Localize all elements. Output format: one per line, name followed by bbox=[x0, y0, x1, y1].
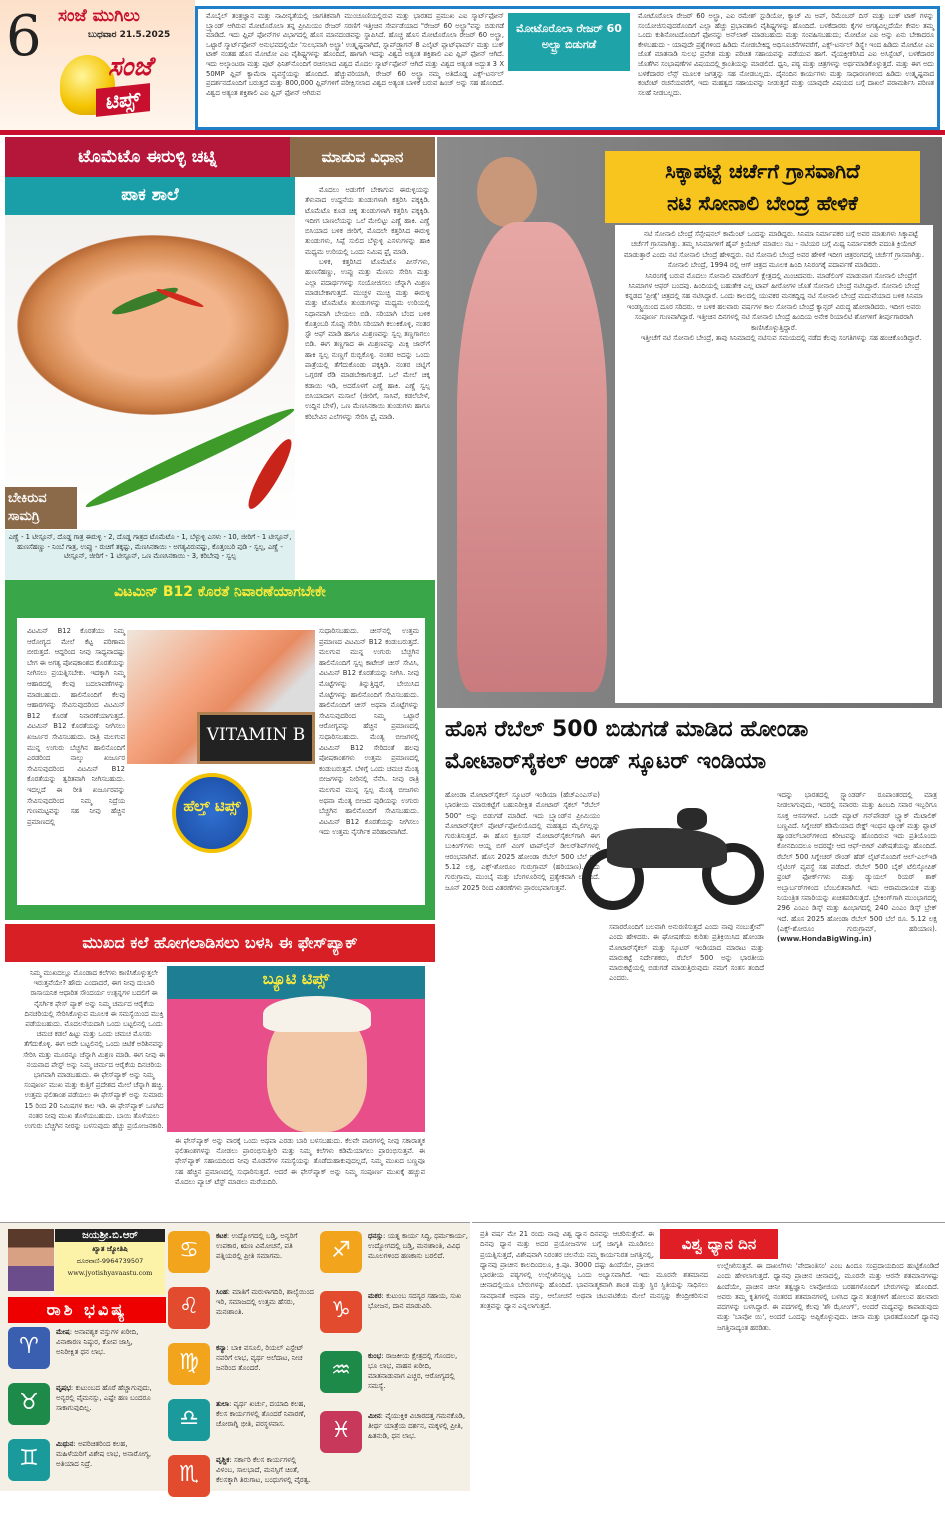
scorpio-icon: ♏ bbox=[168, 1455, 210, 1497]
horoscope-text: ತುಲಾ: ವ್ಯರ್ಥ ಖರ್ಚು, ದಯಾದಿ ಕಲಹ, ಕೆಲಸ ಕಾರ್ಯಗಳಲ್ಲಿ ತೊಂದರೆ ನಿವಾರಣೆ, ಚೋರಾಗ್ನಿ ಭೀತಿ, ಪರಸ್ಥಳವಾಸ. bbox=[216, 1400, 306, 1428]
gemini-icon: ♊ bbox=[8, 1439, 50, 1481]
vitamin-title: ವಿಟಮಿನ್ B12 ಕೊರತೆ ನಿವಾರಣೆಯಾಗಬೇಕೇ bbox=[114, 584, 326, 600]
method-label: ಮಾಡುವ ವಿಧಾನ bbox=[290, 137, 435, 177]
honda-body-col3 bbox=[777, 790, 937, 944]
horoscope-item bbox=[168, 1287, 318, 1347]
capricorn-icon: ♑ bbox=[320, 1291, 362, 1333]
horoscope-item bbox=[8, 1439, 158, 1499]
vitamin-sign: VITAMIN B bbox=[197, 712, 315, 764]
sagittarius-icon: ♐ bbox=[320, 1231, 362, 1273]
honda-body-col2: ಸವಾರರೊಂದಿಗೆ ಬಲವಾಗಿ ಅನುರಣಿಸುತ್ತದೆ ಎಂದು ನಾವು ನಂಬುತ್ತೇವೆ" ಎಂದು ಹೇಳಿದರು. ಈ ಘೋಷಣೆಯ ಕುರಿತು ಪ್ರತಿಕ್ರಿಯಿಸಿದ ಹೋಂಡಾ ಮೋಟಾರ್‌ಸೈಕಲ್ ಮತ್ತು ಸ್ಕೂಟರ್ ಇಂಡಿಯಾದ ಮಾರಾಟ ಮತ್ತು ಮಾರುಕಟ್ಟೆ ನಿರ್ದೇಶಕರು, ರೆಬೆಲ್ 500 ಅನ್ನು ಭಾರತೀಯ ಮಾರುಕಟ್ಟೆಯಲ್ಲಿ ಬಿಡುಗಡೆ ಮಾಡುತ್ತಿರುವುದು ನಮಗೆ ಸಂತಸ ತಂದಿದೆ ಎಂದರು. bbox=[609, 923, 764, 983]
sign-name: ಸಿಂಹ bbox=[216, 1288, 228, 1296]
horoscope-text: ಧನಸ್ಸು: ಯತ್ನ ಕಾರ್ಯ ಸಿದ್ಧಿ, ಧರ್ಮಕಾರ್ಯ, ಉದ್ಯೋಗದಲ್ಲಿ ಬಡ್ತಿ, ಮನಃಶಾಂತಿ, ವಿವಿಧ ಮೂಲಗಳಿಂದ ಹಣಕಾಸು ಬರಲಿದೆ. bbox=[368, 1232, 469, 1260]
sign-prediction: ಕುಟುಂಬ ಸದಸ್ಯರ ಸಹಾಯ, ಸುಖ ಭೋಜನ, ದಾನ ಮಾಡುವಿರಿ. bbox=[368, 1292, 462, 1310]
honda-title-line1: ಹೊಸ ರೆಬೆಲ್ 500 ಬಿಡುಗಡೆ ಮಾಡಿದ ಹೋಂಡಾ bbox=[445, 717, 809, 742]
taurus-icon: ♉ bbox=[8, 1383, 50, 1425]
sign-prediction: ವ್ಯರ್ಥ ಖರ್ಚು, ದಯಾದಿ ಕಲಹ, ಕೆಲಸ ಕಾರ್ಯಗಳಲ್ಲಿ ತೊಂದರೆ ನಿವಾರಣೆ, ಚೋರಾಗ್ನಿ ಭೀತಿ, ಪರಸ್ಥಳವಾಸ. bbox=[216, 1400, 306, 1428]
motorcycle-photo bbox=[567, 788, 767, 918]
sonali-paragraph: ಇತ್ತೀಚೆಗೆ ನಟಿ ಸೋನಾಲಿ ಬೇಂದ್ರೆ, ತಾವು ಸಿನಿಮಾದಲ್ಲಿ ನಟಿಸುವ ಸಮಯದಲ್ಲಿ ನಡೆದ ಕೆಲವು ಸಂಗತಿಗಳನ್ನು ಸಹ ಹಂಚಿಕೊಂಡಿದ್ದಾರೆ. bbox=[640, 334, 922, 343]
sign-prediction: ಸರ್ಕಾರಿ ಕೆಲಸ ಕಾರ್ಯಗಳಲ್ಲಿ ವಿಳಂಬ, ಸಾಲಭಾದೆ, ಮನಸ್ಸಿಗೆ ಚಿಂತೆ, ಕೆಲಸಕ್ಕಾಗಿ ತಿರುಗಾಟ, ಬಂಧುಗಳಲ್ಲಿ ವೈರತ್ವ. bbox=[216, 1456, 311, 1484]
recipe-title: ಟೊಮೆಟೊ ಈರುಳ್ಳಿ ಚಟ್ನಿ bbox=[5, 137, 290, 177]
horoscope-item bbox=[8, 1327, 158, 1387]
cancer-icon: ♋ bbox=[168, 1231, 210, 1273]
issue-date: ಬುಧವಾರ 21.5.2025 bbox=[88, 30, 171, 40]
sign-name: ಧನಸ್ಸು bbox=[368, 1232, 384, 1240]
meditation-title: ವಿಶ್ವ ಧ್ಯಾನ ದಿನ bbox=[660, 1229, 778, 1259]
horoscope-text: ಕುಂಭ: ರಾಜಕೀಯ ಕ್ಷೇತ್ರದಲ್ಲಿ ಗೊಂದಲ, ಭೂ ಲಾಭ, ವಾಹನ ಖರೀದಿ, ಮಾತನಾಡುವಾಗ ಎಚ್ಚರ, ಆರೋಗ್ಯದಲ್ಲಿ ಸಮಸ್ಯೆ. bbox=[368, 1352, 458, 1390]
meditation-article bbox=[472, 1222, 945, 1491]
horoscope-title: ರಾಶಿ ಭವಿಷ್ಯ bbox=[8, 1297, 166, 1323]
horoscope-item bbox=[320, 1231, 470, 1291]
sign-prediction: ವೈಯುಕ್ತಿಕ ವಿಚಾರದತ್ತ ಗಮನಕೊಡಿ, ತೀರ್ಥ ಯಾತ್ರೆಯ ದರ್ಶನ, ಮಕ್ಕಳಲ್ಲಿ ಪ್ರೀತಿ, ಹಿತನುಡಿ, ಧನ ಲಾಭ. bbox=[368, 1412, 466, 1440]
sign-prediction: ಯತ್ನ ಕಾರ್ಯ ಸಿದ್ಧಿ, ಧರ್ಮಕಾರ್ಯ, ಉದ್ಯೋಗದಲ್ಲಿ ಬಡ್ತಿ, ಮನಃಶಾಂತಿ, ವಿವಿಧ ಮೂಲಗಳಿಂದ ಹಣಕಾಸು ಬರಲಿದೆ. bbox=[368, 1232, 469, 1260]
vitamin-body-right: ಸುಧಾರಿಸಬಹುದು. ಚೀಸ್‌ನಲ್ಲಿ ಉತ್ತಮ ಪ್ರಮಾಣದ ವಿಟಮಿನ್ B12 ಕಂಡುಬರುತ್ತದೆ. ಮಲಗುವ ಮುನ್ನ ಉಗುರು ಬೆಚ್ಚಗಿನ ಹಾಲಿನೊಂದಿಗೆ ಸ್ವಲ್ಪ ಕಾಟೇಜ್ ಚೀಸ್ ಸೇವಿಸಿ, ವಿಟಮಿನ್ B12 ಕೊರತೆಯನ್ನು ನೀಗಿಸಿ. ನೀವು ಮೊಟ್ಟೆಗಳನ್ನು ತಿನ್ನುತ್ತಿದ್ದರೆ, ಬೇಯಿಸಿದ ಮೊಟ್ಟೆಗಳನ್ನು ಹಾಲಿನೊಂದಿಗೆ ಸೇವಿಸಬಹುದು. ಹಾಲಿನೊಂದಿಗೆ ಚೀಸ್ ಅಥವಾ ಮೊಟ್ಟೆಗಳನ್ನು ಸೇವಿಸುವುದರಿಂದ ನಿಮ್ಮ ಒಟ್ಟಾರೆ ಆರೋಗ್ಯವನ್ನು ಹೆಚ್ಚಿನ ಪ್ರಮಾಣದಲ್ಲಿ ಸುಧಾರಿಸಬಹುದು. ಮೆಂತ್ಯ ಬೀಜಗಳಲ್ಲಿ ವಿಟಮಿನ್ B12 ಸೇರಿದಂತೆ ಹಲವು ಪೋಷಕಾಂಶಗಳು ಉತ್ತಮ ಪ್ರಮಾಣದಲ್ಲಿ ಕಂಡುಬರುತ್ತವೆ. ಬೆಳಿಗ್ಗೆ ಒಂದು ಚಮಚ ಮೆಂತ್ಯ ಬೀಜಗಳನ್ನು ನೀರಿನಲ್ಲಿ ನೆನೆಸಿ. ನೀವು ರಾತ್ರಿ ಮಲಗುವ ಮುನ್ನ ಸ್ವಲ್ಪ ಮೆಂತ್ಯ ಬೀಜಗಳು ಅಥವಾ ಮೆಂತ್ಯ ಬೀಜದ ಪುಡಿಯನ್ನು ಉಗುರು ಬೆಚ್ಚಗಿನ ಹಾಲಿನೊಂದಿಗೆ ಸೇವಿಸಬಹುದು. ವಿಟಮಿನ್ B12 ಕೊರತೆಯನ್ನು ನೀಗಿಸಲು ಇದು ಉತ್ತಮ ನೈಸರ್ಗಿಕ ಪರಿಹಾರವಾಗಿದೆ. bbox=[319, 627, 419, 837]
facepack-title: ಮುಖದ ಕಲೆ ಹೋಗಲಾಡಿಸಲು ಬಳಸಿ ಈ ಫೇಸ್‌ಪ್ಯಾಕ್ bbox=[5, 924, 435, 962]
sign-prediction: ಮಾತಿಗೆ ಮರುಳಾಗದಿರಿ, ಶಾಲ್ಯೆಯಿಂದ ಇರಿ, ಸಮಾಜದಲ್ಲಿ ಉತ್ತಮ ಹೆಸರು, ಮನಃಶಾಂತಿ. bbox=[216, 1288, 314, 1316]
horoscope-text: ಸಿಂಹ: ಮಾತಿಗೆ ಮರುಳಾಗದಿರಿ, ಶಾಲ್ಯೆಯಿಂದ ಇರಿ, ಸಮಾಜದಲ್ಲಿ ಉತ್ತಮ ಹೆಸರು, ಮನಃಶಾಂತಿ. bbox=[216, 1288, 314, 1316]
horoscope-item bbox=[320, 1291, 470, 1351]
horoscope-text: ವೃಶ್ಚಿಕ: ಸರ್ಕಾರಿ ಕೆಲಸ ಕಾರ್ಯಗಳಲ್ಲಿ ವಿಳಂಬ, ಸಾಲಭಾದೆ, ಮನಸ್ಸಿಗೆ ಚಿಂತೆ, ಕೆಲಸಕ್ಕಾಗಿ ತಿರುಗಾಟ, ಬಂಧುಗಳಲ್ಲಿ ವೈರತ್ವ. bbox=[216, 1456, 311, 1484]
vitamin-body-left: ವಿಟಮಿನ್ B12 ಕೊರತೆಯು ನಿಮ್ಮ ಆರೋಗ್ಯದ ಮೇಲೆ ಕೆಟ್ಟ ಪರಿಣಾಮ ಬೀರುತ್ತದೆ. ಆದ್ದರಿಂದ ನೀವು ಸಾಧ್ಯವಾದಷ್ಟು ಬೇಗ ಈ ಅಗತ್ಯ ಪೋಷಕಾಂಶದ ಕೊರತೆಯನ್ನು ನೀಗಿಸಲು ಪ್ರಯತ್ನಿಸಬೇಕು. ಇದಕ್ಕಾಗಿ ನಿಮ್ಮ ಆಹಾರದಲ್ಲಿ ಕೆಲವು ಬದಲಾವಣೆಗಳನ್ನು ಮಾಡಬಹುದು. ಹಾಲಿನೊಂದಿಗೆ ಕೆಲವು ಆಹಾರಗಳನ್ನು ಸೇವಿಸುವುದರಿಂದ ವಿಟಮಿನ್ B12 ಕೊರತೆ ನಿವಾರಣೆಯಾಗುತ್ತದೆ. ವಿಟಮಿನ್ B12 ಕೊರತೆಯನ್ನು ನೀಗಿಸಲು ಖರ್ಜೂರ ಸೇವಿಸಬಹುದು. ರಾತ್ರಿ ಮಲಗುವ ಮುನ್ನ ಉಗುರು ಬೆಚ್ಚಗಿನ ಹಾಲಿನೊಂದಿಗೆ ಎರಡರಿಂದ ನಾಲ್ಕು ಖರ್ಜೂರ ಸೇವಿಸುವುದರಿಂದ ವಿಟಮಿನ್ B12 ಕೊರತೆಯನ್ನು ತ್ವರಿತವಾಗಿ ನೀಗಿಸಬಹುದು. ಇದಲ್ಲದೆ ಈ ರೀತಿ ಖರ್ಜೂರವನ್ನು ಸೇವಿಸುವುದರಿಂದ ನಿಮ್ಮ ನಿದ್ರೆಯ ಗುಣಮಟ್ಟವನ್ನು ಸಹ ನೀವು ಹೆಚ್ಚಿನ ಪ್ರಮಾಣದಲ್ಲಿ bbox=[27, 627, 125, 826]
horoscope-item bbox=[168, 1455, 318, 1515]
sign-prediction: ಅನಾವಶ್ಯಕ ವಸ್ತುಗಳ ಖರೀದಿ, ವಿನಾಕಾರಣ ನಿಷ್ಠುರ, ಕೋಪ ಜಾಸ್ತಿ, ಅನಿರೀಕ್ಷಿತ ಧನ ಲಾಭ. bbox=[56, 1328, 139, 1356]
honda-title-line2: ಮೋಟಾರ್‌ಸೈಕಲ್ ಆಂಡ್ ಸ್ಕೂಟರ್ ಇಂಡಿಯಾ bbox=[445, 749, 767, 774]
horoscope-text: ವೃಷಭ: ಕುಟುಂಬದ ಹೊರೆ ಹೆಚ್ಚಾಗುವುದು, ಅನ್ಯರಲ್ಲಿ ವೈಮನಸ್ಸು, ಎಷ್ಟೇ ಹಣ ಬಂದರೂ ಸಾಕಾಗುವುದಿಲ್ಲ. bbox=[56, 1384, 152, 1412]
facepack-body-left: ನಿಮ್ಮ ಮುಖದಲ್ಲೂ ಮೊಂಡಾದ ಕಲೆಗಳು ಕಾಣಿಸಿಕೊಳ್ಳುತ್ತಲೇ ಇರುತ್ತವೆಯೇ? ಹೌದು ಎಂದಾದರೆ, ಈಗ ನೀವು ದುಬಾರಿ ರಾಸಾಯನಿಕ ಆಧಾರಿತ ಸೌಂದರ್ಯ ಉತ್ಪನ್ನಗಳ ಬದಲಿಗೆ ಈ ನೈಸರ್ಗಿಕ ಫೇಸ್ ಪ್ಯಾಕ್ ಅನ್ನು ನಿಮ್ಮ ಚರ್ಮದ ಆರೈಕೆಯ ದಿನಚರಿಯಲ್ಲಿ ಸೇರಿಸಿಕೊಳ್ಳುವ ಮೂಲಕ ಈ ಸಮಸ್ಯೆಯಿಂದ ಮುಕ್ತಿ ಪಡೆಯಬಹುದು. ಮೊದಲನೆಯದಾಗಿ ಒಂದು ಬಟ್ಟಲಿನಲ್ಲಿ ಒಂದು ಚಮಚ ಕಡಲೆ ಹಿಟ್ಟು ಮತ್ತು ಒಂದು ಚಮಚ ಮೊಸರು ತೆಗೆದುಕೊಳ್ಳಿ. ಈಗ ಅದೇ ಬಟ್ಟಲಿನಲ್ಲಿ ಒಂದು ಚಿಟಿಕೆ ಅರಿಶಿನವನ್ನು ಸೇರಿಸಿ ಮತ್ತು ಮೂರನ್ನೂ ಚೆನ್ನಾಗಿ ಮಿಶ್ರಣ ಮಾಡಿ. ಈಗ ನೀವು ಈ ನಯವಾದ ಪೇಸ್ಟ್ ಅನ್ನು ನಿಮ್ಮ ಚರ್ಮದ ಆರೈಕೆಯ ದಿನಚರಿಯ ಭಾಗವಾಗಿ ಮಾಡಬಹುದು. ಈ ಫೇಸ್‌ಪ್ಯಾಕ್ ಅನ್ನು ನಿಮ್ಮ ಸಂಪೂರ್ಣ ಮುಖ ಮತ್ತು ಕುತ್ತಿಗೆ ಪ್ರದೇಶದ ಮೇಲೆ ಚೆನ್ನಾಗಿ ಹಚ್ಚಿ. ಉತ್ತಮ ಫಲಿತಾಂಶ ಪಡೆಯಲು ಈ ಫೇಸ್‌ಪ್ಯಾಕ್ ಅನ್ನು ಸುಮಾರು 15 ರಿಂದ 20 ನಿಮಿಷಗಳ ಕಾಲ ಇಡಿ. ಈ ಫೇಸ್‌ಪ್ಯಾಕ್ ಒಣಗಿದ ನಂತರ ನೀವು ಮುಖ ತೊಳೆಯಬಹುದು. ಬಾಯಿ ತೊಳೆಯಲು ಉಗುರು ಬೆಚ್ಚಗಿನ ನೀರನ್ನು ಬಳಸುವುದು ಹೆಚ್ಚು ಪ್ರಯೋಜನಕಾರಿ. bbox=[23, 969, 165, 1131]
section-title-line1: ಸಂಜೆ bbox=[108, 52, 152, 82]
astrologer-phone: ದೂರವಾಣಿ-9964739507 bbox=[76, 1257, 144, 1265]
masthead bbox=[0, 0, 195, 130]
sign-prediction: ಬಾಕಿ ವಸೂಲಿ, ರಿಯಲ್ ಎಸ್ಟೇಟ್ ನವರಿಗೆ ಲಾಭ, ವ್ಯರ್ಥ ಅಲೆದಾಟ, ನೀಚ ಜನರಿಂದ ತೊಂದರೆ. bbox=[216, 1344, 304, 1372]
horoscope-item bbox=[168, 1231, 318, 1291]
pisces-icon: ♓ bbox=[320, 1411, 362, 1453]
honda-body-col1: ಹೋಂಡಾ ಮೋಟಾರ್‌ಸೈಕಲ್ ಸ್ಕೂಟರ್ ಇಂಡಿಯಾ (ಹೆಚ್‌ಎಂಎಸ್‌ಐ) ಭಾರತೀಯ ಮಾರುಕಟ್ಟೆಗೆ ಬಹುನಿರೀಕ್ಷಿತ ಮೋಟಾರ್ ಸೈಕಲ್ "ರೆಬೆಲ್ 500" ಅನ್ನು ಬಿಡುಗಡೆ ಮಾಡಿದೆ. ಇದು ಬ್ರ್ಯಾಂಡ್‌ನ ಪ್ರೀಮಿಯಂ ಮೋಟಾರ್‌ಸೈಕಲ್ ಪೋರ್ಟ್‌ಫೋಲಿಯೊದಲ್ಲಿ ಮಹತ್ವದ ಮೈಲಿಗಲ್ಲನ್ನು ಗುರುತಿಸುತ್ತದೆ. ಈ ಹೊಸ ಕ್ರೂಸರ್ ಮೋಟಾರ್‌ಸೈಕಲ್‌ಗಾಗಿ ಈಗ ಬುಕಿಂಗ್‌ಗಳು ಆಯ್ದ ಬಿಗ್ ವಿಂಗ್ ಟಾಪ್‌ಲೈನ್ ಡೀಲರ್‌ಶಿಪ್‌ಗಳಲ್ಲಿ ಆರಂಭವಾಗಿವೆ. ಹೊಸ 2025 ಹೋಂಡಾ ರೆಬೆಲ್ 500 ಬೆಲೆ ರೂ. 5.12 ಲಕ್ಷ, ಎಕ್ಸ್-ಶೋರೂಂ ಗುರುಗ್ರಾಮ್ (ಹರಿಯಾಣ). ಇದು ಗುರುಗ್ರಾಮ, ಮುಂಬೈ ಮತ್ತು ಬೆಂಗಳೂರಿನಲ್ಲಿ ಪ್ರತ್ಯೇಕವಾಗಿ ಲಭ್ಯವಿದೆ. ಜೂನ್ 2025 ರಿಂದ ವಿತರಣೆಗಳು ಪ್ರಾರಂಭವಾಗುತ್ತವೆ. bbox=[445, 791, 600, 892]
honda-article bbox=[437, 710, 942, 1220]
virgo-icon: ♍ bbox=[168, 1343, 210, 1385]
libra-icon: ♎ bbox=[168, 1399, 210, 1441]
facepack-photo bbox=[167, 966, 425, 1132]
astrologer-title: ಖ್ಯಾತ ಜ್ಯೋತಿಷಿ bbox=[92, 1245, 128, 1253]
horoscope-item bbox=[168, 1399, 318, 1459]
sonali-article bbox=[437, 137, 942, 708]
horoscope-section bbox=[0, 1222, 470, 1491]
sign-name: ಕುಂಭ bbox=[368, 1352, 382, 1360]
motorola-body-col2: ಮೋಟೊರೊಲಾ ರೇಜರ್ 60 ಅಲ್ಟ್ರಾ, ಎಐ ರಮೇಶ್ ಸ್ಟುಡಿಯೋ, ಕ್ಯಾಚ್ ಮಿ ಅಪ್, ರಿಮೆಂಬರ್ ದಿಸ್ ಮತ್ತು ಬುಕ್ ಟಾಕ್ ಗಳನ್ನು ಸಂಯೋಜಿಸುವುದರೊಂದಿಗೆ ಎಲ್ಲಾ ಹೆಚ್ಚು ಪ್ರಭಾವಶಾಲಿ ವೈಶಿಷ್ಟ್ಯಗಳನ್ನು ಹೊಂದಿದೆ. ಬಳಕೆದಾರರು ಕೈಗಳ ಅಗತ್ಯವಿಲ್ಲದೆಯೇ ಕೇವಲ ತಮ್ಮ ಒಂದು ಕುಶಿನೋಟದೊಂದಿಗೆ ಫೋನನ್ನು ಅನ್‌ಲಾಕ್ ಮಾಡಬಹುದು ಮತ್ತು ಸಂವಹಿಸಬಹುದು; ಮೋಟೋ ಎಐ ಅನ್ನು ಏನು ಬೇಕಾದರೂ ಕೇಳಬಹುದು - ಯಾವುದೇ ಪ್ರಶ್ನೆಗಳಿಂದ ಹಿಡಿದು ನೋಡಬೇಕಿದ್ದ ಅಧಿಸೂಚನೆಗಳವರೆಗೆ, ಎಕ್ಸ್-ಟರ್ನಲ್ ಡಿಸ್ಪ್ಲೇ ಇಂದ ಹಿಡಿದು ಮೋಟೋ ಎಐ ಜೊತೆ ಮಾತನಾಡಿ ಸುಲಭ ಪ್ರವೇಶ ಮತ್ತು ಪರಿಚಿತ ಸಹಾಯವನ್ನು ಪಡೆಯುವ ಹಾಗೆ. ವೈಯಕ್ತೀಕರಿಸಿದ ಎಐ ಅಸಿಸ್ಟೆಂಟ್, ಬಳಕೆದಾರರ ಜೊತೆಗಿನ ಸಂಭಾಷಣೆಗಳ ವಿಷಯದಲ್ಲಿ ಕ್ರಾಂತಿಯನ್ನು ಮಾಡಲಿದೆ. ಧ್ವನಿ, ಪಠ್ಯ ಮತ್ತು ಚಿತ್ರಗಳನ್ನು ಅರ್ಥಮಾಡಿಕೊಳ್ಳುತ್ತದೆ. ಮತ್ತು ಈಗ ಅದು ಬಳಕೆದಾರರ ಲೆನ್ಸ್ ಮೂಲಕ ಜಗತ್ತನ್ನು ಸಹ ನೋಡಬಲ್ಲದು. ದೈನಂದಿನ ಕಾರ್ಯಗಳು ಮತ್ತು ಸಾಧಾರಣಗಳಿಂದ ಹಿಡಿದು ಉತ್ಕೃಷ್ಟವಾದ ಕಂಟೆಂಟ್ ರಚನೆಯವರೆಗೆ, ಇದು ಮಹತ್ವದ ಸಹಾಯವನ್ನು ನೀಡುತ್ತದೆ ಮತ್ತು ಯಾವುದೇ ವಿಷಯದ ಬಗ್ಗೆ ದಾಖಲೆ ಪರಾಮರ್ಶಿಸಿ ಪರಿಣತ ಸಲಹೆ ನೀಡಬಲ್ಲದು. bbox=[638, 12, 934, 97]
sonali-title bbox=[605, 151, 920, 223]
horoscope-text: ಮೀನ: ವೈಯುಕ್ತಿಕ ವಿಚಾರದತ್ತ ಗಮನಕೊಡಿ, ತೀರ್ಥ ಯಾತ್ರೆಯ ದರ್ಶನ, ಮಕ್ಕಳಲ್ಲಿ ಪ್ರೀತಿ, ಹಿತನುಡಿ, ಧನ ಲಾಭ. bbox=[368, 1412, 466, 1440]
meditation-body-col2: ಉಲ್ಲೇಖಿಸುತ್ತವೆ. ಈ ದಾಖಲೆಗಳು 'ವೇದಾಂತಿಸಂ' ಎಂಬ ಹಿಂದೂ ಸಂಪ್ರದಾಯದಿಂದ ಹುಟ್ಟಿಕೊಂಡಿದೆ ಎಂದು ಹೇಳಲಾಗುತ್ತದೆ. ಧ್ಯಾನವು ಪ್ರಾಚೀನ ಚೀನಾದಲ್ಲಿ, ಮೂರನೇ ಮತ್ತು ಆರನೇ ಶತಮಾನಗಳಷ್ಟು ಹಿಂದೆಯೇ, ಪ್ರಾಚೀನ ಚೀನೀ ತತ್ವಜ್ಞಾನಿ ಲಾವೋಜಿಯ ಬರಹಗಳೊಂದಿಗೆ ಬೇರುಗಳನ್ನು ಹೊಂದಿದೆ. ಅವರು ತಮ್ಮ ಕೃತಿಗಳಲ್ಲಿ ನಂತರದ ಶತಮಾನಗಳಲ್ಲಿ ಬಳಸಿದ ಧ್ಯಾನ ತಂತ್ರಗಳಿಗೆ ಹೋಲುವ ಹಲವಾರು ಪದಗಳನ್ನು ಬಳಸಿದ್ದಾರೆ. ಈ ಪದಗಳಲ್ಲಿ ಕೆಲವು 'ಶೌ ಝೋಂಗ್', ಅಂದರೆ ಮಧ್ಯವನ್ನು ಕಾಪಾಡುವುದು ಮತ್ತು 'ಬಾವೋ ಯಿ', ಅಂದರೆ ಒಂದನ್ನು ಅಪ್ಪಿಕೊಳ್ಳುವುದು. ಚೀನಾ ಮತ್ತು ಭಾರತದೊಂದಿಗೆ ಧ್ಯಾನವು ಜಗತ್ತಿನಾದ್ಯಂತ ಹರಡಿತು. bbox=[717, 1262, 939, 1332]
aquarius-icon: ♒ bbox=[320, 1351, 362, 1393]
horoscope-text: ಕನ್ಯಾ: ಬಾಕಿ ವಸೂಲಿ, ರಿಯಲ್ ಎಸ್ಟೇಟ್ ನವರಿಗೆ ಲಾಭ, ವ್ಯರ್ಥ ಅಲೆದಾಟ, ನೀಚ ಜನರಿಂದ ತೊಂದರೆ. bbox=[216, 1344, 304, 1372]
motorola-body-col1: ಮೊಬೈಲ್ ತಂತ್ರಜ್ಞಾನ ಮತ್ತು ನಾವೀನ್ಯತೆಯಲ್ಲಿ ಜಾಗತಿಕವಾಗಿ ಮುಂಚೂಣಿಯಲ್ಲಿರುವ ಮತ್ತು ಭಾರತದ ಪ್ರಮುಖ ಎಐ ಸ್ಮಾರ್ಟ್‌ಫೋನ್ ಬ್ರ್ಯಾಂಡ್ ಆಗಿರುವ ಮೋಟೊರೊಲಾ ತನ್ನ ಪ್ರೀಮಿಯಂ ರೇಜರ್ ಸರಣಿಗೆ ಇತ್ತೀಚಿನ ಸೇರ್ಪಡೆಯಾದ "ರೇಜರ್ 60 ಅಲ್ಟ್ರಾ"ವನ್ನು ಬಿಡುಗಡೆ ಮಾಡಿದೆ. ಇದು ಫ್ಲಿಪ್ ಫೋನ್‌ಗಳ ವಿಭಾಗದಲ್ಲಿ ಹೊಸ ಮಾನದಂಡವನ್ನು ಸ್ಥಾಪಿಸಿದೆ. ಹೊಚ್ಚ ಹೊಸ ಮೋಟೊರೊಲಾ ರೇಜರ್ 60 ಅಲ್ಟ್ರಾ, ಒಟ್ಟಾರೆ ಸ್ಮಾರ್ಟ್‌ಫೋನ್ ಅನುಭವದಲ್ಲಿಯೇ 'ಸುಲಭವಾಗಿ ಅಲ್ಟ್ರಾ' ಉತ್ಕೃಷ್ಟವಾಗಿದೆ, ಸ್ನಾಪ್‌ಡ್ರ್ಯಾಗನ್ 8 ಎಲೈಟ್ ಪ್ಲಾಟ್‌ಫಾರ್ಮ್ ಮತ್ತು ಬುಕ್ ಟಾಕ್ ನಂತಹ ಹೊಸ ಮೋಟೋ ಎಐ ವೈಶಿಷ್ಟ್ಯಗಳನ್ನು ಹೊಂದಿದೆ, ಹಾಗಾಗಿ ಇದನ್ನು ವಿಶ್ವದ ಅತ್ಯಂತ ಶಕ್ತಿಶಾಲಿ ಎಐ ಫ್ಲಿಪ್ ಫೋನ್ ಆಗಿದೆ. ಇದು ಅಲ್ಕಾಂಟರಾ ಮತ್ತು ಪುಟ್ ಫಿನಿಶ್‌ನೊಂದಿಗೆ ರಚಿಸಲಾದ ವಿಶ್ವದ ಮೊದಲ ಸ್ಮಾರ್ಟ್‌ಫೋನ್ ಆಗಿದೆ ಮತ್ತು ವಿಶ್ವದ ಅತ್ಯಂತ ಅದ್ಭುತ 3 X 50MP ಫ್ಲಿಪ್ ಕ್ಯಾಮೆರಾ ವ್ಯವಸ್ಥೆಯನ್ನು ಹೊಂದಿದೆ. ಹೆಚ್ಚುವರಿಯಾಗಿ, ರೇಜರ್ 60 ಅಲ್ಟ್ರಾ ನಮ್ಮ ಅತಿದೊಡ್ಡ ಎಕ್ಸ್-ಟರ್ನಲ್ ಪ್ರದರ್ಶನದೊಂದಿಗೆ ಬರುತ್ತದೆ ಮತ್ತು 800,000 ಫ್ಲಿಪ್‌ಗಳಿಗೆ ಪರೀಕ್ಷಿಸಲಾದ ವಿಶ್ವದ ಅತ್ಯಂತ ಬಾಳಿಕೆ ಬರುವ ಹಿಂಜ್ ಅನ್ನು ಸಹ ಹೊಂದಿದೆ. ವಿಶ್ವದ ಅತ್ಯಂತ ಶಕ್ತಿಶಾಲಿ ಎಐ ಫ್ಲಿಪ್ ಫೋನ್ ಆಗಿರುವ bbox=[206, 12, 504, 97]
astrologer-website[interactable]: www.jyotishyavaastu.com bbox=[67, 1269, 153, 1277]
leo-icon: ♌ bbox=[168, 1287, 210, 1329]
horoscope-text: ಮಿಥುನ: ಅಪರಿಚಿತರಿಂದ ಕಲಹ, ಮಹಿಳೆಯರಿಗೆ ವಿಶೇಷ ಲಾಭ, ಅನಾರೋಗ್ಯ, ಅತಿಯಾದ ನಿದ್ರೆ. bbox=[56, 1440, 152, 1468]
sign-name: ಮೀನ bbox=[368, 1412, 381, 1420]
sign-name: ಮೇಷ bbox=[56, 1328, 70, 1336]
beauty-tips-label: ಬ್ಯೂಟಿ ಟಿಪ್ಸ್ bbox=[262, 969, 330, 988]
honda-title bbox=[445, 714, 940, 778]
sign-name: ವೃಶ್ಚಿಕ bbox=[216, 1456, 230, 1464]
recipe-method bbox=[305, 185, 430, 422]
aries-icon: ♈ bbox=[8, 1327, 50, 1369]
horoscope-text: ಮೇಷ: ಅನಾವಶ್ಯಕ ವಸ್ತುಗಳ ಖರೀದಿ, ವಿನಾಕಾರಣ ನಿಷ್ಠುರ, ಕೋಪ ಜಾಸ್ತಿ, ಅನಿರೀಕ್ಷಿತ ಧನ ಲಾಭ. bbox=[56, 1328, 139, 1356]
sign-name: ಮಿಥುನ bbox=[56, 1440, 74, 1448]
sonali-title-line1: ಸಿಕ್ಕಾಪಟ್ಟೆ ಚರ್ಚೆಗೆ ಗ್ರಾಸವಾಗಿದೆ bbox=[665, 159, 860, 183]
sign-prediction: ಕುಟುಂಬದ ಹೊರೆ ಹೆಚ್ಚಾಗುವುದು, ಅನ್ಯರಲ್ಲಿ ವೈಮನಸ್ಸು, ಎಷ್ಟೇ ಹಣ ಬಂದರೂ ಸಾಕಾಗುವುದಿಲ್ಲ. bbox=[56, 1384, 152, 1412]
facepack-article bbox=[5, 922, 435, 1220]
chutney-photo bbox=[5, 215, 295, 530]
ingredients-label: ಬೇಕಿರುವ ಸಾಮಗ್ರಿ bbox=[5, 487, 77, 529]
vitamin-content bbox=[17, 618, 425, 905]
horoscope-text: ಕಟಕ: ಉದ್ಯೋಗದಲ್ಲಿ ಬಡ್ತಿ, ಅನ್ಯರಿಗೆ ಉಪಕಾರ, ಋಣ ವಿಮೋಚನೆ, ಪತಿ ಪತ್ನಿಯರಲ್ಲಿ ಪ್ರೀತಿ ಸಮಾಗಮ. bbox=[216, 1232, 298, 1260]
section-title-line2: ಟಿಪ್ಸ್ bbox=[96, 83, 150, 117]
sign-name: ಮಕರ bbox=[368, 1292, 382, 1300]
motorola-article bbox=[195, 6, 940, 130]
method-paragraph: ಮೊದಲು ಅಡುಗೆಗೆ ಬೇಕಾಗುವ ಈರುಳ್ಳಿಯನ್ನು ತೆಳುವಾದ ಉದ್ದನೆಯ ತುಂಡುಗಳಾಗಿ ಕತ್ತರಿಸಿ ಪಕ್ಕಕ್ಕಿಡಿ. ಟೊಮೆಟೊ ಕೂಡ ಚಿಕ್ಕ ತುಂಡುಗಳಾಗಿ ಕತ್ತರಿಸಿ ಪಕ್ಕಕ್ಕಿಡಿ. ಇದೀಗ ಬಾಣಲೆಯನ್ನು ಒಲೆ ಮೇಲಿಟ್ಟು ಎಣ್ಣೆ ಹಾಕಿ. ಎಣ್ಣೆ ಬಿಸಿಯಾದ ಬಳಿಕ ಜೀರಿಗೆ, ಮೊದಲೇ ಕತ್ತರಿಸಿದ ಈರುಳ್ಳಿ ತುಂಡುಗಳು, ಸಿಪ್ಪೆ ಸುಲಿದ ಬೆಳ್ಳುಳ್ಳಿ ಎಸಳುಗಳನ್ನು ಹಾಕಿ ಮಧ್ಯಮ ಉರಿಯಲ್ಲಿ ಒಂದು ನಿಮಿಷ ಫ್ರೈ ಮಾಡಿ. bbox=[305, 186, 430, 256]
sign-prediction: ಉದ್ಯೋಗದಲ್ಲಿ ಬಡ್ತಿ, ಅನ್ಯರಿಗೆ ಉಪಕಾರ, ಋಣ ವಿಮೋಚನೆ, ಪತಿ ಪತ್ನಿಯರಲ್ಲಿ ಪ್ರೀತಿ ಸಮಾಗಮ. bbox=[216, 1232, 298, 1260]
sonali-title-line2: ನಟಿ ಸೋನಾಲಿ ಬೇಂದ್ರೆ ಹೇಳಿಕೆ bbox=[667, 191, 858, 215]
motorola-title: ಮೋಟೊರೊಲಾ ರೇಜರ್ 60 ಅಲ್ಟ್ರಾ ಬಿಡುಗಡೆ bbox=[508, 13, 630, 71]
vitamin-photo bbox=[127, 630, 315, 764]
horoscope-item bbox=[320, 1411, 470, 1471]
honda-col3-text: ಇದನ್ನು ಭಾರತದಲ್ಲಿ ಸ್ಟ್ಯಾಂಡರ್ಡ್ ರೂಪಾಂತರದಲ್ಲಿ ಮಾತ್ರ ನೀಡಲಾಗುವುದು, ಇದರಲ್ಲಿ ಸವಾರರು ಮತ್ತು ಹಿಂಬದಿ ಸವಾರ ಇಬ್ಬರಿಗೂ ಸೂಕ್ತ ಆಸನಗಳಿವೆ. ಒಂದೇ ಮ್ಯಾಟ್ ಗನ್‌ಪೌಡರ್ ಬ್ಲ್ಯಾಕ್ ಮೆಟಾಲಿಕ್ ಬಣ್ಣವಿದೆ. ಸಿಗ್ನೇಚರ್ ಕಡಿಮೆಯಾದ ರೇಕ್ಡ್ ಇಂಧನ ಟ್ಯಾಂಕ್ ಮತ್ತು ಫ್ಲಾಟ್ ಹ್ಯಾಂಡಲ್‌ಬಾರ್‌ಗಳಿಂದ ಕಿರೀಟವನ್ನು ಹೊಂದಿರುವ ಇದು ಪ್ರತಿಯೊಂದು ಕೋನದಿಂದಲೂ ಅದರದ್ದೇ ಆದ ಆಫ್-ಬೀಟ್ ವಿಶೇಷತೆಯನ್ನು ಹೊಂದಿದೆ. ರೆಬೆಲ್ 500 ಸಿಗ್ನೇಚರ್ ರೌಂಡ್ ಹೆಡ್ ಲೈಟ್‌ನೊಂದಿಗೆ ಆಲ್-ಎಲ್‌ಇಡಿ ಲೈಟಿಂಗ್ ವ್ಯವಸ್ಥೆ ಸಹ ಪಡೆದಿದೆ. ರೆಬೆಲ್ 500 ಬೈಕ್ ಟೆಲಿಸ್ಕೋಪಿಕ್ ಫ್ರಂಟ್ ಫೋರ್ಕ್‌ಗಳು ಮತ್ತು ಡ್ಯುಯಲ್ ರಿಯರ್ ಶಾಕ್ ಅಬ್ಸಾರ್ಬರ್‌ಗಳಿಂದ ಬೆಂಬಲಿತವಾಗಿದೆ. ಇದು ಆರಾಮದಾಯಕ ಮತ್ತು ನಿಯಂತ್ರಿತ ಸವಾರಿಯನ್ನು ಖಚಿತಪಡಿಸುತ್ತದೆ. ಬ್ರೇಕಿಂಗ್‌ಗಾಗಿ ಮುಂಭಾಗದಲ್ಲಿ 296 ಎಂಎಂ ಡಿಸ್ಕ್ ಮತ್ತು ಹಿಂಭಾಗದಲ್ಲಿ 240 ಎಂಎಂ ಡಿಸ್ಕ್ ಬ್ರೇಕ್ ಇದೆ. ಹೊಸ 2025 ಹೋಂಡಾ ರೆಬೆಲ್ 500 ಬೆಲೆ ರೂ. 5.12 ಲಕ್ಷ (ಎಕ್ಸ್-ಶೋರೂಂ ಗುರುಗ್ರಾಮ್, ಹರಿಯಾಣ). bbox=[777, 791, 937, 933]
horoscope-item bbox=[320, 1351, 470, 1411]
meditation-col1-text: ಪ್ರತಿ ವರ್ಷ ಮೇ 21 ರಂದು ನಾವು ವಿಶ್ವ ಧ್ಯಾನ ದಿನವನ್ನು ಆಚರಿಸುತ್ತೇವೆ. ಈ ದಿನವು ಧ್ಯಾನ ಮತ್ತು ಅದರ ಪ್ರಯೋಜನಗಳ ಬಗ್ಗೆ ಜಾಗೃತಿ ಮೂಡಿಸಲು ಪ್ರಯತ್ನಿಸುತ್ತದೆ, ವಿಶೇಷವಾಗಿ ನಿರಂತರ ಚಲನೆಯ ನಮ್ಮ ಕಾರ್ಯನಿರತ ಜಗತ್ತಿನಲ್ಲಿ, ಧ್ಯಾನವು ಪ್ರಾಚೀನ ಕಾಲದಿಂದಲೂ, ಕ್ರಿ.ಪೂ. 3000 ದಷ್ಟು ಹಿಂದೆಯೇ, ಪ್ರಾಚೀನ ಭಾರತೀಯ ಪಠ್ಯಗಳಲ್ಲಿ ಉಲ್ಲೇಖಿಸಲ್ಪಟ್ಟ ಒಂದು ಅಭ್ಯಾಸವಾಗಿದೆ. ಇದು ಮೂರನೇ ಶತಮಾನದ ಚೀನಾದಲ್ಲಿಯೂ ಬೇರುಗಳನ್ನು ಹೊಂದಿದೆ. ಭಾವನಾತ್ಮಕವಾಗಿ ಶಾಂತ ಮತ್ತು ಸ್ಥಿರ ಸ್ಥಿತಿಯನ್ನು ಸಾಧಿಸಲು ಸಾವಧಾನತೆ ಅಥವಾ ವಸ್ತು, ಆಲೋಚನೆ ಅಥವಾ ಚಟುವಟಿಕೆಯ ಮೇಲೆ ಮನಸ್ಸನ್ನು ಕೇಂದ್ರೀಕರಿಸುವ ತಂತ್ರವನ್ನು ಧ್ಯಾನ ಎನ್ನಲಾಗುತ್ತದೆ. bbox=[480, 1230, 708, 1311]
recipe-section-label: ಪಾಕ ಶಾಲೆ bbox=[5, 177, 295, 215]
recipe-article bbox=[5, 137, 435, 580]
astrologer-photo bbox=[8, 1229, 54, 1291]
paper-name: ಸಂಜೆ ಮುಗಿಲು bbox=[58, 6, 140, 26]
sonali-paragraph: ಸಿನಿರಂಗಕ್ಕೆ ಬರುವ ಮೊದಲು ಸೋನಾಲಿ ಮಾಡೆಲಿಂಗ್ ಕ್ಷೇತ್ರದಲ್ಲಿ ಮಿಂಚಿದವರು. ಮಾಡೆಲಿಂಗ್ ಮಾಡುವಾಗ ಸೋನಾಲಿ ಬೇಂದ್ರೆಗೆ ಸಿನಿಮಾಗಳ ಆಫರ್ ಬಂದವು. ಹಿಂದಿಯಲ್ಲಿ ಬಹುತೇಕ ಎಲ್ಲ ಟಾಪ್ ಹೀರೋಗಳ ಜೊತೆ ಸೋನಾಲಿ ಬೇಂದ್ರೆ ನಟಿಸಿದ್ದಾರೆ. ಸೋನಾಲಿ ಬೇಂದ್ರೆ ಕನ್ನಡದ 'ಪ್ರೀತ್ಸೆ' ಚಿತ್ರದಲ್ಲಿ ಸಹ ನಟಿಸಿದ್ದಾರೆ. ಒಂದು ಕಾಲದಲ್ಲಿ ಯುವಕರ ಮನಕದ್ದಿದ್ದ ನಟಿ ಸೋನಾಲಿ ಬೇಂದ್ರೆ ಮದುವೆಯಾದ ಬಳಿಕ ಸಿನಿಮಾ ಇಂಡಸ್ಟ್ರಿಯಿಂದ ದೂರ ಸರಿದರು. ಆ ಬಳಿಕ ಹಲವಾರು ವರ್ಷಗಳ ಕಾಲ ಸೋನಾಲಿ ಬೇಂದ್ರೆ ಕ್ಯಾನ್ಸರ್ ವಿರುದ್ಧ ಹೋರಾಡಿದರು. ಇದೀಗ ಅವರು ಸಂಪೂರ್ಣ ಗುಣವಾಗಿದ್ದಾರೆ. ಇತ್ತೀಚಿನ ದಿನಗಳಲ್ಲಿ ನಟಿ ಸೋನಾಲಿ ಬೇಂದ್ರೆ ಹಿಂದಿಯ ಅನೇಕ ರಿಯಾಲಿಟಿ ಶೋಗಳಿಗೆ ತೀರ್ಪುಗಾರರಾಗಿ ಕಾಣಿಸಿಕೊಳ್ಳುತ್ತಿದ್ದಾರೆ. bbox=[625, 271, 923, 332]
horoscope-text: ಮಕರ: ಕುಟುಂಬ ಸದಸ್ಯರ ಸಹಾಯ, ಸುಖ ಭೋಜನ, ದಾನ ಮಾಡುವಿರಿ. bbox=[368, 1292, 462, 1310]
horoscope-item bbox=[8, 1383, 158, 1443]
sign-prediction: ಅಪರಿಚಿತರಿಂದ ಕಲಹ, ಮಹಿಳೆಯರಿಗೆ ವಿಶೇಷ ಲಾಭ, ಅನಾರೋಗ್ಯ, ಅತಿಯಾದ ನಿದ್ರೆ. bbox=[56, 1440, 152, 1468]
sonali-paragraph: ನಟಿ ಸೋನಾಲಿ ಬೇಂದ್ರೆ ಸೆನ್ಸೇಷನಲ್ ಕಾಮೆಂಟ್ ಒಂದನ್ನು ಮಾಡಿದ್ದರು. ಸಿನಿಮಾ ನಿರ್ಮಾಪಕರ ಬಗ್ಗೆ ಅವರ ಮಾತುಗಳು ಸಿಕ್ಕಾಪಟ್ಟೆ ಚರ್ಚೆಗೆ ಗ್ರಾಸವಾಗಿತ್ತು. ತಮ್ಮ ಸಿನಿಮಾಗಳಿಗೆ ಹೈಪ್ ಕ್ರಿಯೇಟ್ ಮಾಡಲು ನಟ - ನಟಿಯರ ಬಗ್ಗೆ ಮಿಥ್ಯ ನಿರ್ಮಾಪಕರೇ ವದಂತಿ ಕ್ರಿಯೇಟ್ ಮಾಡುತ್ತಾರೆ ಎಂದು ನಟಿ ಸೋನಾಲಿ ಬೇಂದ್ರೆ ಹೇಳಿದ್ದರು. ನಟಿ ಸೋನಾಲಿ ಬೇಂದ್ರೆ ಅವರ ಹೇಳಿಕೆ ಇದೀಗ ಚಿತ್ರರಂಗದಲ್ಲಿ ಚರ್ಚೆಗೆ ಗ್ರಾಸವಾಗಿತ್ತು. ಸೋನಾಲಿ ಬೇಂದ್ರೆ, 1994 ರಲ್ಲಿ ಆಗ್ ಚಿತ್ರದ ಮೂಲಕ ಹಿಂದಿ ಸಿನಿರಂಗಕ್ಕೆ ಪದಾರ್ಪಣೆ ಮಾಡಿದರು. bbox=[623, 230, 925, 270]
page-number: 6 bbox=[6, 4, 42, 69]
astrologer-name: ಜಯಶ್ರೀ.ಬಿ.ಆರ್ bbox=[55, 1229, 165, 1242]
divider bbox=[0, 130, 945, 135]
sign-prediction: ರಾಜಕೀಯ ಕ್ಷೇತ್ರದಲ್ಲಿ ಗೊಂದಲ, ಭೂ ಲಾಭ, ವಾಹನ ಖರೀದಿ, ಮಾತನಾಡುವಾಗ ಎಚ್ಚರ, ಆರೋಗ್ಯದಲ್ಲಿ ಸಮಸ್ಯೆ. bbox=[368, 1352, 458, 1390]
sonali-body bbox=[615, 225, 933, 703]
method-paragraph: ಬಳಿಕ, ಕತ್ತರಿಸಿದ ಟೊಮೆಟೊ ಪೀಸ್‌ಗಳು, ಹುಣಸೆಹಣ್ಣು, ಉಪ್ಪು ಮತ್ತು ಮೆಣಸು ಸೇರಿಸಿ ಮತ್ತು ಎಲ್ಲಾ ಪದಾರ್ಥಗಳನ್ನು ಸಂಯೋಜಿಸಲು ಚೆನ್ನಾಗಿ ಮಿಶ್ರಣ ಮಾಡಬೇಕಾಗುತ್ತದೆ. ಮುಚ್ಚಳ ಮುಚ್ಚಿ ಮತ್ತು ಈರುಳ್ಳಿ ಮತ್ತು ಟೊಮೆಟೊ ತುಂಡುಗಳನ್ನು ಮಧ್ಯಮ ಉರಿಯಲ್ಲಿ ನಿಧಾನವಾಗಿ ಬೇಯಲು ಬಿಡಿ. ಸರಿಯಾಗಿ ಬೆಂದ ಬಳಿಕ ಕೊತ್ತಂಬರಿ ಸೊಪ್ಪು ಸೇರಿಸಿ ಸರಿಯಾಗಿ ಕಲುಕಿಕೊಳ್ಳಿ, ನಂತರ ಸ್ಟೌ ಆಫ್ ಮಾಡಿ ಹಾಗೂ ಮಿಶ್ರಣವನ್ನು ಸ್ವಲ್ಪ ತಣ್ಣಗಾಗಲು ಬಿಡಿ. ಈಗ ತಣ್ಣಗಾದ ಈ ಮಿಶ್ರಣವನ್ನು ಮಿಕ್ಸಿ ಜಾರ್‌ಗೆ ಹಾಕಿ ಸ್ವಲ್ಪ ನುಣ್ಣಗೆ ರುಬ್ಬಿಕೊಳ್ಳಿ. ನಂತರ ಅದನ್ನು ಒಂದು ಪಾತ್ರೆಯಲ್ಲಿ ತೆಗೆದುಕೊಂಡು ಪಕ್ಕಕ್ಕಿಡಿ. ನಂತರ ಚಟ್ನಿಗೆ ಒಗ್ಗರಣೆ ರೆಡಿ ಮಾಡಬೇಕಾಗುತ್ತದೆ. ಒಲೆ ಮೇಲೆ ಚಿಕ್ಕ ಕಡಾಯಿ ಇಡಿ, ಅದರೊಳಗೆ ಎಣ್ಣೆ ಹಾಕಿ. ಎಣ್ಣೆ ಸ್ವಲ್ಪ ಬಿಸಿಯಾದಾಗ ಮಸಾಲೆ (ಜೀರಿಗೆ, ಸಾಸಿವೆ, ಕಡಲೆಬೇಳೆ, ಉದ್ದಿನ ಬೇಳೆ), ಒಣ ಮೆಣಸಿನಕಾಯಿ ತುಂಡುಗಳು ಹಾಗೂ ಕರಿಬೇವಿನ ಎಲೆಗಳನ್ನು ಸೇರಿಸಿ ಫ್ರೈ ಮಾಡಿ. bbox=[305, 258, 430, 421]
honda-website[interactable]: (www.HondaBigWing.in) bbox=[777, 935, 872, 944]
sign-name: ತುಲಾ bbox=[216, 1400, 229, 1408]
sign-name: ವೃಷಭ bbox=[56, 1384, 71, 1392]
actress-photo bbox=[477, 157, 537, 227]
health-tips-badge: ಹೆಲ್ತ್ ಟಿಪ್ಸ್ bbox=[172, 773, 252, 853]
sign-name: ಕಟಕ bbox=[216, 1232, 227, 1240]
horoscope-item bbox=[168, 1343, 318, 1403]
ingredients-list: ಎಣ್ಣೆ - 1 ಟೀಸ್ಪೂನ್, ದೊಡ್ಡ ಗಾತ್ರ ಈರುಳ್ಳಿ - 2, ದೊಡ್ಡ ಗಾತ್ರದ ಟೊಮೆಟೊ - 1, ಬೆಳ್ಳುಳ್ಳಿ ಎಸಳು - 10, ಜೀರಿಗೆ - 1 ಟೀಸ್ಪೂನ್, ಹುಣಸೆಹಣ್ಣು - ನಿಂಬೆ ಗಾತ್ರ, ಉಪ್ಪು - ರುಚಿಗೆ ತಕ್ಕಷ್ಟು, ಮೆಣಸಿನಕಾಯಿ - ಅಗತ್ಯವಿರುವಷ್ಟು, ಕೊತ್ತಂಬರಿ ಪುಡಿ - ಸ್ವಲ್ಪ, ಎಣ್ಣೆ - ಟೀಸ್ಪೂನ್, ಜೀರಿಗೆ - 1 ಟೀಸ್ಪೂನ್, ಒಣ ಮೆಣಸಿನಕಾಯಿ - 3, ಕರಿಬೇವು - ಸ್ವಲ್ಪ bbox=[5, 530, 295, 580]
facepack-body-right: ಈ ಫೇಸ್‌ಪ್ಯಾಕ್ ಅನ್ನು ವಾರಕ್ಕೆ ಒಂದು ಅಥವಾ ಎರಡು ಬಾರಿ ಬಳಸಬಹುದು. ಕೆಲವೇ ವಾರಗಳಲ್ಲಿ ನೀವು ಸಕಾರಾತ್ಮಕ ಫಲಿತಾಂಶಗಳನ್ನು ನೋಡಲು ಪ್ರಾರಂಭಿಸುತ್ತೀರಿ ಮತ್ತು ನಿಮ್ಮ ಕಲೆಗಳು ಕಡಿಮೆಯಾಗಲು ಪ್ರಾರಂಭಿಸುತ್ತವೆ. ಈ ಫೇಸ್‌ಪ್ಯಾಕ್ ಸಹಾಯದಿಂದ ನೀವು ಮೊಡವೆಗಳ ಸಮಸ್ಯೆಯನ್ನು ತೊಡೆದುಹಾಕುವುದಲ್ಲದೆ, ನಿಮ್ಮ ಮುಖದ ಬಣ್ಣವೂ ಸಹ ಹೆಚ್ಚಿನ ಪ್ರಮಾಣದಲ್ಲಿ ಸುಧಾರಿಸುತ್ತದೆ. ಆದರೆ ಈ ಫೇಸ್‌ಪ್ಯಾಕ್ ಅನ್ನು ನಿಮ್ಮ ಸಂಪೂರ್ಣ ಮುಖಕ್ಕೆ ಹಚ್ಚುವ ಮೊದಲು ಪ್ಯಾಚ್ ಟೆಸ್ಟ್ ಮಾಡಲು ಮರೆಯದಿರಿ. bbox=[175, 1137, 425, 1186]
sign-name: ಕನ್ಯಾ bbox=[216, 1344, 227, 1352]
vitamin-article bbox=[5, 580, 435, 920]
